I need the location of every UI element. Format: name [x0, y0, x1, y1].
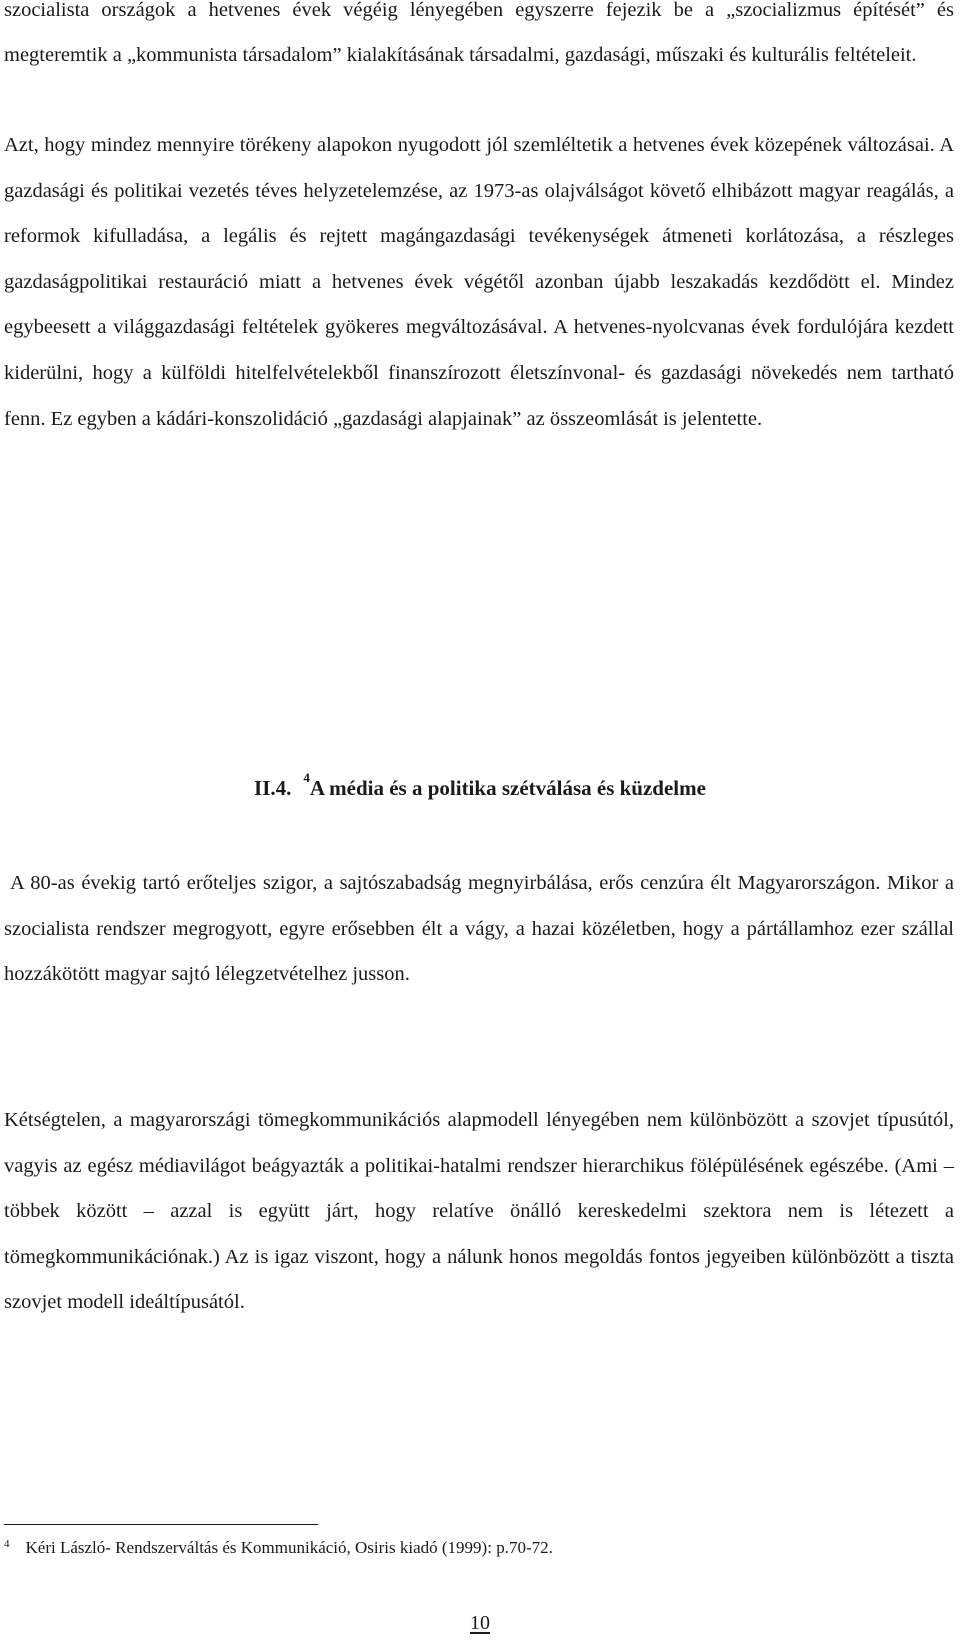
section-number: II.4. — [254, 776, 292, 800]
section-title: A média és a politika szétválása és küzdelme — [309, 776, 706, 800]
paragraph-media-text: A 80-as évekig tartó erőteljes szigor, a sajtószabadság megnyirbálása, erős cenzúra élt Magyarországon. Mikor a szocialista rendszer megrogyott, egyre erősebben élt a vágy, a hazai közéletben, hogy a pártállamhoz ezer szállal hozzákötött magyar sajtó lélegzetvételhez jusson. — [4, 872, 954, 986]
paragraph-media — [4, 861, 954, 998]
section-heading — [0, 770, 960, 801]
page-number-value: 10 — [470, 1612, 490, 1634]
paragraph-soviet-model: Kétségtelen, a magyarországi tömegkommunikációs alapmodell lényegében nem különbözött a szovjet típusútól, vagyis az egész médiavilágot beágyazták a politikai-hatalmi rendszer hierarchikus fölépülésének egészébe. (Ami – többek között – azzal is együtt járt, hogy relatíve önálló kereskedelmi szektora nem is létezett a tömegkommunikációnak.) Az is igaz viszont, hogy a nálunk honos megoldás fontos jegyeiben különbözött a tiszta szovjet modell ideáltípusától. — [4, 1109, 954, 1314]
paragraph-opening: szocialista országok a hetvenes évek végéig lényegében egyszerre fejezik be a „szocializmus építését” és megteremtik a „kommunista társadalom” kialakításának társadalmi, gazdasági, műszaki és kulturális feltételeit. — [4, 0, 954, 67]
footnote-marker: 4 — [4, 1538, 10, 1550]
page-number — [0, 1612, 960, 1635]
paragraph-crisis: Azt, hogy mindez mennyire törékeny alapokon nyugodott jól szemléltetik a hetvenes évek közepének változásai. A gazdasági és politikai vezetés téves helyzetelemzése, az 1973-as olajválságot követő elhibázott magyar reagálás, a reformok kifulladása, a legális és rejtett magángazdasági tevékenységek átmeneti korlátozása, a részleges gazdaságpolitikai restauráció miatt a hetvenes évek végétől azonban újabb leszakadás kezdődött el. Mindez egybeesett a világgazdasági feltételek gyökeres megváltozásával. A hetvenes-nyolcvanas évek fordulójára kezdett kiderülni, hogy a külföldi hitelfelvételekből finanszírozott életszínvonal- és gazdasági növekedés nem tartható fenn. Ez egyben a kádári-konszolidáció „gazdasági alapjainak” az összeomlását is jelentette. — [4, 134, 954, 430]
footnote-reference[interactable]: 4 — [303, 770, 310, 785]
footnote-text: Kéri László- Rendszerváltás és Kommunikáció, Osiris kiadó (1999): p.70-72. — [25, 1538, 553, 1557]
footnote — [4, 1537, 954, 1559]
footnote-separator — [4, 1524, 318, 1525]
